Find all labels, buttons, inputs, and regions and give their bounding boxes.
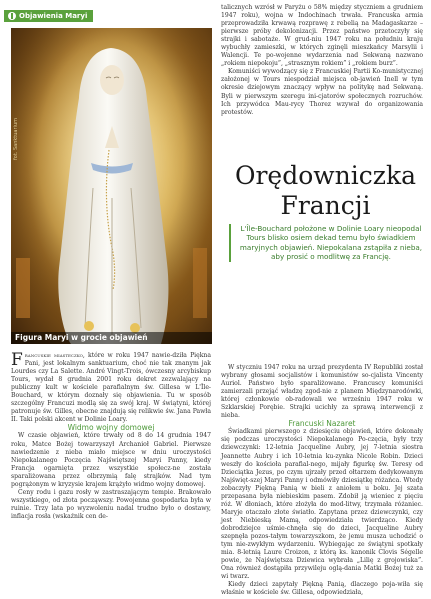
paragraph: talicznych wzrósł w Paryżu o 58% między styczniem a grudniem 1947 roku), wojna w Indochinach trwała. Francuska armia przeprowadziła krwawą rozprawę z rebelią na Madagaskarze – pierwsze próby dekolonizacji. Przez państwo przetoczyły się strajki i sabotaże. W grud-niu 1947 roku na południu kraju wybuchły zamieszki, w których zginęli mieszkańcy Marsylii i Walencji. Te po-wojenne wydarzenia nad Sekwaną nazwano „rokiem niepokoju”, „strasznym rokiem” i „rokiem burz”. <box>221 4 423 68</box>
photo-credit: fot. Sanktuarium <box>13 118 19 160</box>
paragraph: Komuniści wywodzący się z Francuskiej Partii Ko-munistycznej założonej w Tours niespodział miejsca ob-jawień Inell w tym okresie dziejowym znaczący wpływ na politykę nad Sekwaną. Byli w pierwszym szeregu ini-cjatorów społecznych rozruchów. Ich przywódca Mau-rycy Thorez wzywał do organizowania protestów. <box>221 68 423 116</box>
star-icon <box>8 12 16 20</box>
subheading: Widmo wojny domowej <box>67 423 155 433</box>
section-tab-label: Objawienia Maryi <box>19 12 88 20</box>
subheading: Francuski Nazaret <box>288 419 356 429</box>
lead-paragraph: L'Île-Bouchard położone w Dolinie Loary nieopodal Tours blisko osiem dekad temu było świadkiem maryjnych objawień. Niepokalana zstąpiła z nieba, aby prosić o modlitwę za Francję. <box>229 224 426 262</box>
page-title: Orędowniczka Francji <box>234 161 417 220</box>
drop-cap: F <box>11 350 23 370</box>
paragraph: W styczniu 1947 roku na urząd prezydenta IV Republiki został wybrany głosami socjalistów i komunistów so-cjalista Vincenty Auriol. Państwo było sparaliżowane. Francuscy komuniści zamierzali przejąć władzę zgod-nie z planem Międzynarodówki, której członkowie ob-radowali we wrześniu 1947 roku w Szklarskiej Porębie. Strajki ucichły za sprawą interwencji z nieba. <box>221 364 423 420</box>
photo-caption: Figura Maryi w grocie objawień <box>11 332 212 344</box>
article-column-right-bottom <box>221 364 423 597</box>
section-tab <box>4 10 93 22</box>
paragraph-text: , które w roku 1947 nawie-dziła Piękna Pani, jest lokalnym sanktuarium, choć nie tak znanym jak Lourdes czy La Salette. André Vingt-Trois, ówczesny arcybiskup Tours, wydał 8 grudnia 2001 roku dekret zezwalający na publiczny kult w kościele parafialnym św. Gillesa w L'Île-Bouchard, w którym doznały się objawienia. Tu w sposób szczególny Francuzi modlą się za swój kraj. W świątyni, której patronuje św. Gilles, obecne znajdują się relikwie św. Jana Pawła II. Taki polski akcent w Dolinie Loary. <box>11 352 211 424</box>
paragraph: Kiedy dzieci zapytały Piękną Panią, dlaczego poja-wiła się właśnie w kościele św. Gillesa, odpowiedziała, <box>221 581 423 597</box>
paragraph <box>11 352 211 424</box>
article-column-right-top <box>221 4 423 117</box>
photo-statue <box>11 28 212 344</box>
paragraph: W czasie objawień, które trwały od 8 do 14 grudnia 1947 roku, Matce Bożej towarzyszył Archanioł Gabriel. Pierwsze nawiedzenie z nieba miało miejsce w dniu uroczystości Niepokalanego Poczęcia Najświętszej Maryi Panny, kiedy Francja ogarnięta przez wszystkie społecz-ne została sparaliżowana przez olbrzymią falę strajków. Nad tym pogrążonym w kryzysie krajem krążyło widmo wojny domowej. <box>11 432 211 488</box>
article-column-left <box>11 352 211 521</box>
paragraph: Świadkami pierwszego z dziesięciu objawień, które dokonały się podczas uroczystości Niepokalanego Po-częcia, były trzy dziewczynki: 12-letnia Jacqueline Aubry, jej 7-letnia siostra Jeannette Aubry i ich 10-letnia ku-zynka Nicole Robin. Dzieci weszły do kościoła parafial-nego, mijały figurkę św. Teresy od Dzieciątka Jezus, po czym ujrzały przed ołtarzem dedykowanym Najświęt-szej Maryi Panny i odmówiły dziesiątkę różańca. Wtedy zobaczyły Piękną Panią w bieli z aniołem u boku. Jej szata przepasana była niebieskim pasem. Zdobił ją wieniec z pięciu róż. W dłoniach, które złożyła do mod-litwy, trzymała różaniec. Maryje otaczało złote światło. Zapytana przez dziewczynki, czy jest Niebieską Mamą, odpowiedziała twierdząco. Kiedy dobrodziejce uśmie-chnęła się do dzieci, Jacqueline Aubry szepnęła pozos-tałym towarzyszkom, że jemu musza uchodzić o tym nie-zwykłym wydarzeniu. Wybiegając ze świątyni spotkały mia. 8-letnią Laure Croizon, z którą ks. kanonik Clovis Ségelle powie, że Najświętsza Dziewica wybrała „Lilię z grojowiska”. Ona również dostąpiła przywileju oglą-dania Matki Bożej tuż za wi twarz. <box>221 428 423 581</box>
statue-illustration <box>11 28 212 344</box>
paragraph: Ceny rodu i gazu rosły w zastraszającym tempie. Brakowało wszystkiego, od złota począwszy. Powojenna gospodarka była w ruinie. Trzy lata po wyzwoleniu nadal trudno było o dostawy, inflacja rosła (wskaźnik cen de- <box>11 488 211 520</box>
lead-in: rancuskie miasteczko <box>24 352 83 359</box>
